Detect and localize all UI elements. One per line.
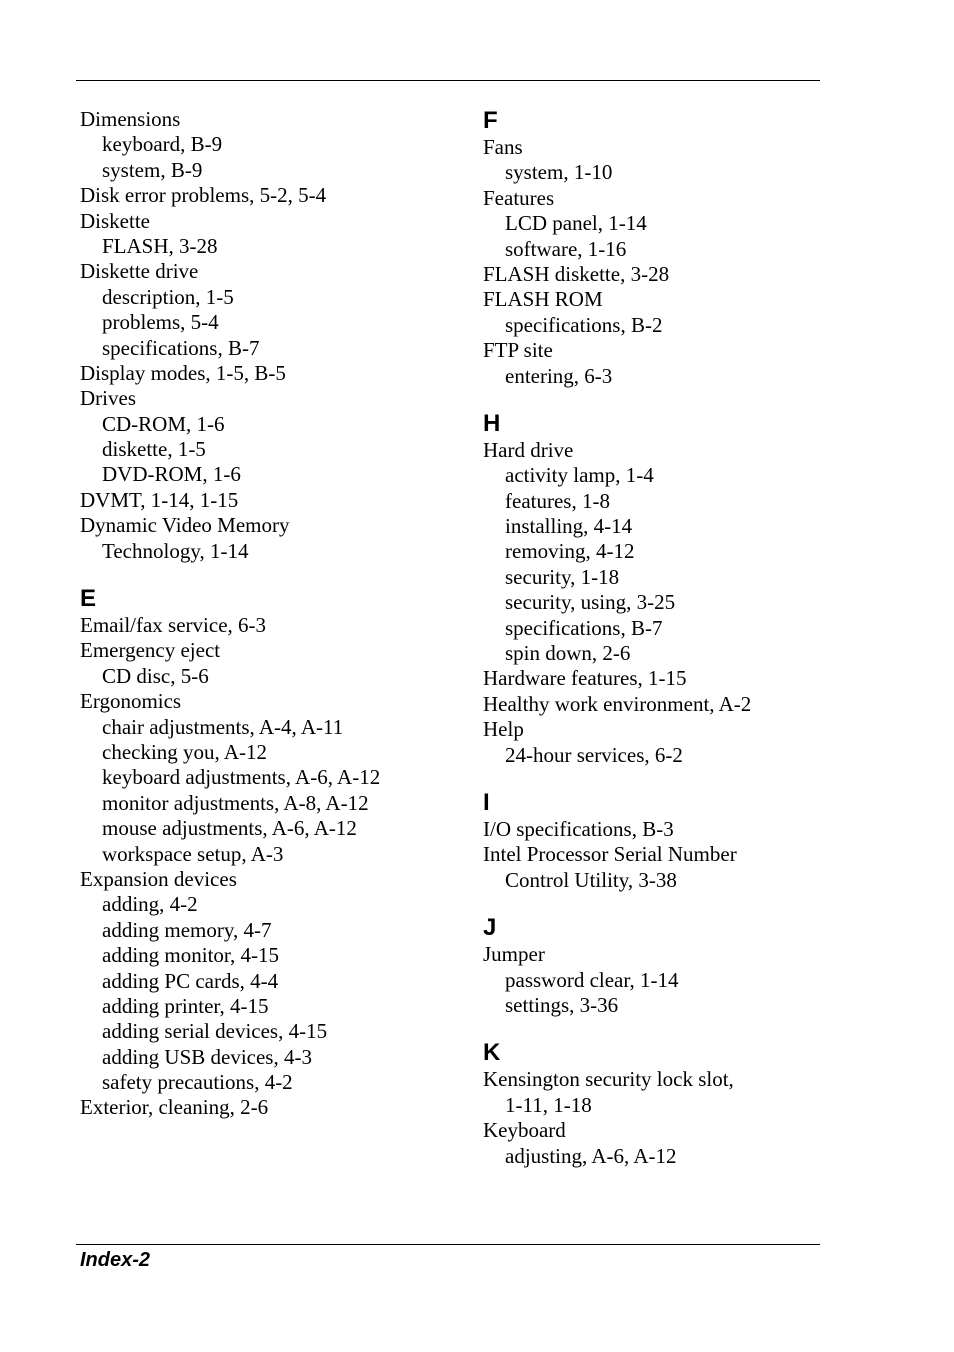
index-subentry: safety precautions, 4-2 — [102, 1070, 293, 1095]
section-gap — [80, 564, 460, 585]
index-entry: Ergonomics — [80, 689, 182, 714]
index-subentry: problems, 5-4 — [102, 310, 219, 335]
index-subentry: adding USB devices, 4-3 — [102, 1044, 312, 1069]
index-entry: FLASH diskette, 3-28 — [483, 261, 670, 286]
index-entry: Exterior, cleaning, 2-6 — [80, 1095, 269, 1120]
index-subentry: specifications, B-2 — [505, 312, 663, 337]
index-subentry: security, 1-18 — [505, 564, 620, 589]
index-entry: Dimensions — [80, 107, 181, 131]
index-subentry: FLASH, 3-28 — [102, 233, 218, 258]
index-subentry: checking you, A-12 — [102, 739, 268, 764]
index-entry: Dynamic Video Memory — [80, 513, 290, 538]
index-subentry: specifications, B-7 — [505, 615, 663, 640]
page-number: Index-2 — [80, 1249, 151, 1271]
index-subentry: DVD-ROM, 1-6 — [102, 462, 241, 487]
section-letter-heading: I — [483, 788, 490, 816]
index-subentry: specifications, B-7 — [102, 335, 260, 360]
index-subentry: LCD panel, 1-14 — [505, 211, 647, 236]
index-column-left — [80, 107, 460, 1121]
index-entry: Healthy work environment, A-2 — [483, 691, 752, 716]
index-subentry: Technology, 1-14 — [102, 538, 249, 563]
index-entry: Intel Processor Serial Number — [483, 842, 737, 867]
index-subentry: adding printer, 4-15 — [102, 993, 269, 1018]
section-letter-heading: E — [80, 585, 97, 613]
index-subentry: workspace setup, A-3 — [102, 841, 284, 866]
index-subentry: mouse adjustments, A-6, A-12 — [102, 816, 357, 841]
index-entry: Display modes, 1-5, B-5 — [80, 360, 286, 385]
section-gap — [483, 1018, 873, 1039]
index-entry: Kensington security lock slot, — [483, 1067, 734, 1092]
index-column-right — [483, 107, 873, 1169]
index-subentry: entering, 6-3 — [505, 363, 613, 388]
index-subentry: removing, 4-12 — [505, 539, 635, 564]
index-subentry: keyboard adjustments, A-6, A-12 — [102, 765, 381, 790]
index-entry: Diskette drive — [80, 259, 199, 284]
index-entry: Help — [483, 717, 524, 742]
index-entry: Keyboard — [483, 1118, 566, 1143]
index-subentry: description, 1-5 — [102, 284, 234, 309]
index-entry: FTP site — [483, 338, 553, 363]
index-subentry: Control Utility, 3-38 — [505, 867, 677, 892]
index-entry: Disk error problems, 5-2, 5-4 — [80, 183, 327, 208]
index-subentry: installing, 4-14 — [505, 514, 633, 539]
index-entry: Drives — [80, 386, 136, 411]
index-subentry: password clear, 1-14 — [505, 967, 679, 992]
footer-rule — [76, 1244, 820, 1245]
section-letter-heading: H — [483, 409, 501, 437]
index-subentry: 1-11, 1-18 — [505, 1092, 592, 1117]
index-subentry: adding PC cards, 4-4 — [102, 968, 279, 993]
section-letter-heading: F — [483, 107, 498, 134]
index-subentry: adding serial devices, 4-15 — [102, 1019, 328, 1044]
index-entry: Fans — [483, 135, 523, 159]
index-subentry: adding monitor, 4-15 — [102, 943, 280, 968]
index-subentry: features, 1-8 — [505, 488, 610, 513]
index-subentry: chair adjustments, A-4, A-11 — [102, 714, 344, 739]
index-subentry: diskette, 1-5 — [102, 437, 206, 462]
index-subentry: CD-ROM, 1-6 — [102, 411, 225, 436]
index-subentry: keyboard, B-9 — [102, 132, 223, 157]
index-entry: I/O specifications, B-3 — [483, 816, 674, 841]
index-subentry: adding memory, 4-7 — [102, 917, 272, 942]
index-entry: Emergency eject — [80, 638, 221, 663]
index-subentry: adjusting, A-6, A-12 — [505, 1143, 677, 1168]
section-gap — [483, 768, 873, 789]
index-entry: Expansion devices — [80, 866, 237, 891]
index-subentry: spin down, 2-6 — [505, 641, 631, 666]
index-subentry: security, using, 3-25 — [505, 590, 676, 615]
index-entry: DVMT, 1-14, 1-15 — [80, 487, 239, 512]
index-entry: Diskette — [80, 208, 150, 233]
index-subentry: monitor adjustments, A-8, A-12 — [102, 790, 369, 815]
index-entry: Features — [483, 185, 555, 210]
index-subentry: activity lamp, 1-4 — [505, 463, 654, 488]
index-subentry: adding, 4-2 — [102, 892, 198, 917]
index-subentry: system, 1-10 — [505, 160, 613, 185]
index-entry: Jumper — [483, 942, 545, 967]
index-entry: Hardware features, 1-15 — [483, 666, 687, 691]
section-gap — [483, 893, 873, 914]
index-subentry: 24-hour services, 6-2 — [505, 742, 683, 767]
index-entry: Hard drive — [483, 437, 574, 462]
index-entry: Email/fax service, 6-3 — [80, 613, 267, 638]
index-subentry: system, B-9 — [102, 157, 203, 182]
section-letter-heading: J — [483, 914, 497, 942]
section-gap — [483, 389, 873, 410]
index-entry: FLASH ROM — [483, 287, 603, 312]
index-subentry: software, 1-16 — [505, 236, 627, 261]
header-rule — [76, 80, 820, 81]
index-subentry: settings, 3-36 — [505, 992, 619, 1017]
index-subentry: CD disc, 5-6 — [102, 663, 209, 688]
section-letter-heading: K — [483, 1039, 501, 1067]
